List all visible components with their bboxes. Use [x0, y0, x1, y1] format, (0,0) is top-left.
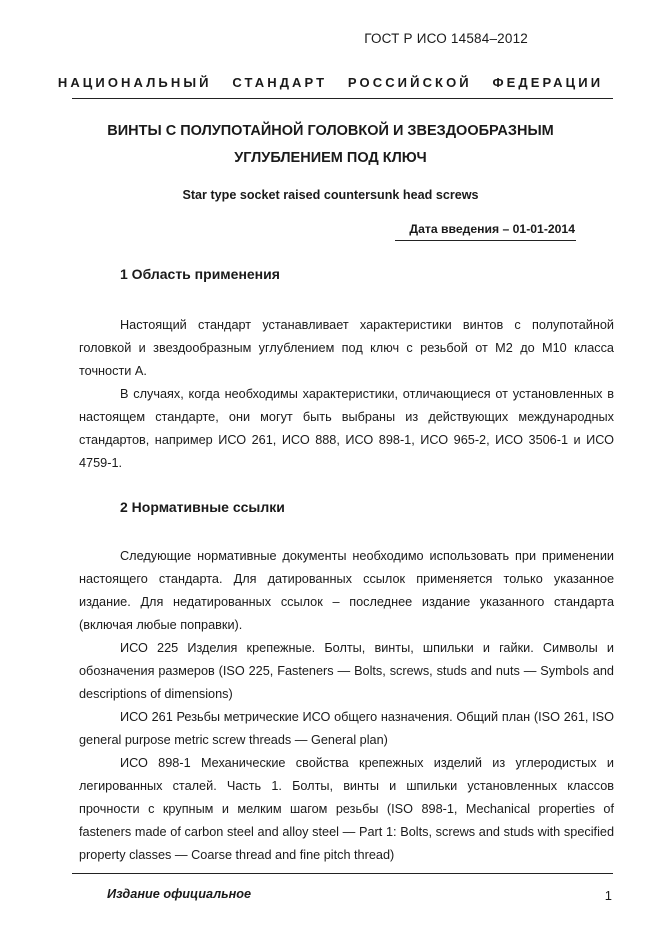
national-standard-heading: НАЦИОНАЛЬНЫЙ СТАНДАРТ РОССИЙСКОЙ ФЕДЕРАЦИИ [57, 75, 604, 90]
page-number: 1 [604, 888, 612, 903]
reference-iso-225: ИСО 225 Изделия крепежные. Болты, винты, шпильки и гайки. Символы и обозначения размеров (ISO 225, Fasteners — Bolts, screws, studs and nuts — Symbols and descriptions of dimensions) [79, 641, 614, 701]
document-title [60, 118, 601, 172]
introduction-date: Дата введения – 01-01-2014 [409, 222, 575, 236]
title-line-1: ВИНТЫ С ПОЛУПОТАЙНОЙ ГОЛОВКОЙ И ЗВЕЗДООБРАЗНЫМ [107, 123, 554, 139]
section-2-body [79, 545, 614, 867]
paragraph: Следующие нормативные документы необходимо использовать при применении настоящего стандарта. Для датированных ссылок применяется только указанное издание. Для недатированных ссылок – последнее издание указанного стандарта (включая любые поправки). [79, 549, 614, 632]
header-divider [72, 98, 613, 99]
section-1-body [79, 314, 614, 475]
date-underline [395, 240, 576, 241]
section-2-heading: 2 Нормативные ссылки [120, 499, 285, 515]
footer-divider [72, 873, 613, 874]
paragraph: Настоящий стандарт устанавливает характеристики винтов с полупотайной головкой и звездообразным углублением под ключ с резьбой от М2 до М10 класса точности А. [79, 318, 614, 378]
official-edition-label: Издание официальное [107, 887, 252, 901]
reference-iso-261: ИСО 261 Резьбы метрические ИСО общего назначения. Общий план (ISO 261, ISO general purpose metric screw threads — General plan) [79, 710, 614, 747]
reference-iso-898-1: ИСО 898-1 Механические свойства крепежных изделий из углеродистых и легированных сталей. Часть 1. Болты, винты и шпильки установленных классов прочности с крупным и мелким шагом резьбы (ISO 898-1, Mechanical properties of fasteners made of carbon steel and alloy steel — Part 1: Bolts, screws and studs with specified property classes — Coarse thread and fine pitch thread) [79, 756, 614, 862]
paragraph: В случаях, когда необходимы характеристики, отличающиеся от установленных в настоящем стандарте, они могут быть выбраны из действующих международных стандартов, например ИСО 261, ИСО 888, ИСО 898-1, ИСО 965-2, ИСО 3506-1 и ИСО 4759-1. [79, 387, 614, 470]
english-title: Star type socket raised countersunk head screws [182, 188, 479, 202]
section-1-heading: 1 Область применения [120, 266, 280, 282]
title-line-2: УГЛУБЛЕНИЕМ ПОД КЛЮЧ [234, 150, 427, 166]
document-code: ГОСТ Р ИСО 14584–2012 [364, 31, 528, 46]
